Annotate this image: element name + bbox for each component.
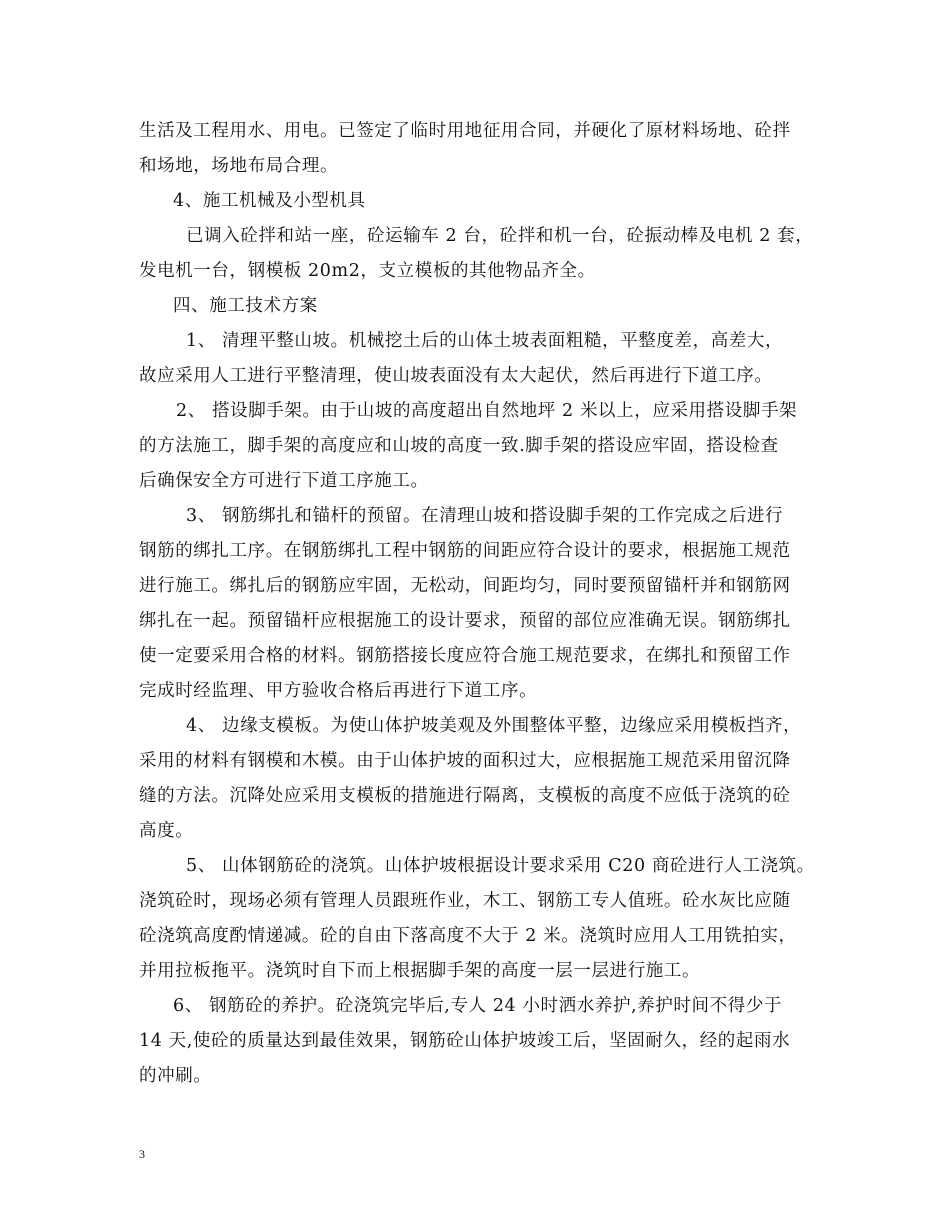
body-text-line: 3、 钢筋绑扎和锚杆的预留。在清理山坡和搭设脚手架的工作完成之后进行 [186,506,784,526]
body-text-line: 高度。 [139,821,194,841]
section-heading: 4、施工机械及小型机具 [173,191,366,211]
section-heading: 四、施工技术方案 [173,296,318,316]
body-text-line: 缝的方法。沉降处应采用支模板的措施进行隔离，支模板的高度不应低于浇筑的砼 [139,786,791,806]
body-text-line: 1、 清理平整山坡。机械挖土后的山体土坡表面粗糙，平整度差，高差大， [186,331,784,351]
body-text-line: 并用拉板拖平。浇筑时自下而上根据脚手架的高度一层一层进行施工。 [139,961,701,981]
page-number: 3 [139,1147,145,1161]
body-text-line: 2、 搭设脚手架。由于山坡的高度超出自然地坪 2 米以上，应采用搭设脚手架 [176,401,798,421]
body-text-line: 4、 边缘支模板。为使山体护坡美观及外围整体平整，边缘应采用模板挡齐， [186,716,802,736]
body-text-line: 生活及工程用水、用电。已签定了临时用地征用合同，并硬化了原材料场地、砼拌 [139,121,791,141]
body-text-line: 完成时经监理、甲方验收合格后再进行下道工序。 [139,681,538,701]
body-text-line: 采用的材料有钢模和木模。由于山体护坡的面积过大，应根据施工规范采用留沉降 [139,751,791,771]
body-text-line: 后确保安全方可进行下道工序施工。 [139,471,429,491]
body-text-line: 钢筋的绑扎工序。在钢筋绑扎工程中钢筋的间距应符合设计的要求，根据施工规范 [139,541,791,561]
body-text-line: 的方法施工，脚手架的高度应和山坡的高度一致.脚手架的搭设应牢固，搭设检查 [139,436,779,456]
body-text-line: 6、 钢筋砼的养护。砼浇筑完毕后,专人 24 小时洒水养护,养护时间不得少于 [173,996,783,1016]
body-text-line: 的冲刷。 [139,1066,212,1086]
body-text-line: 浇筑砼时，现场必须有管理人员跟班作业，木工、钢筋工专人值班。砼水灰比应随 [139,891,791,911]
body-text-line: 5、 山体钢筋砼的浇筑。山体护坡根据设计要求采用 C20 商砼进行人工浇筑。 [186,856,815,876]
body-text-line: 砼浇筑高度酌情递减。砼的自由下落高度不大于 2 米。浇筑时应用人工用铣拍实， [139,926,797,946]
body-text-line: 使一定要采用合格的材料。钢筋搭接长度应符合施工规范要求，在绑扎和预留工作 [139,646,791,666]
body-text-line: 已调入砼拌和站一座，砼运输车 2 台，砼拌和机一台，砼振动棒及电机 2 套， [186,226,814,246]
body-text-line: 进行施工。绑扎后的钢筋应牢固，无松动，间距均匀，同时要预留锚杆并和钢筋网 [139,576,791,596]
body-text-line: 故应采用人工进行平整清理，使山坡表面没有太大起伏，然后再进行下道工序。 [139,366,773,386]
body-text-line: 绑扎在一起。预留锚杆应根据施工的设计要求，预留的部位应准确无误。钢筋绑扎 [139,611,791,631]
body-text-line: 和场地，场地布局合理。 [139,156,339,176]
body-text-line: 发电机一台，钢模板 20m2，支立模板的其他物品齐全。 [139,261,596,281]
body-text-line: 14 天,使砼的质量达到最佳效果，钢筋砼山体护坡竣工后，坚固耐久，经的起雨水 [139,1031,791,1051]
